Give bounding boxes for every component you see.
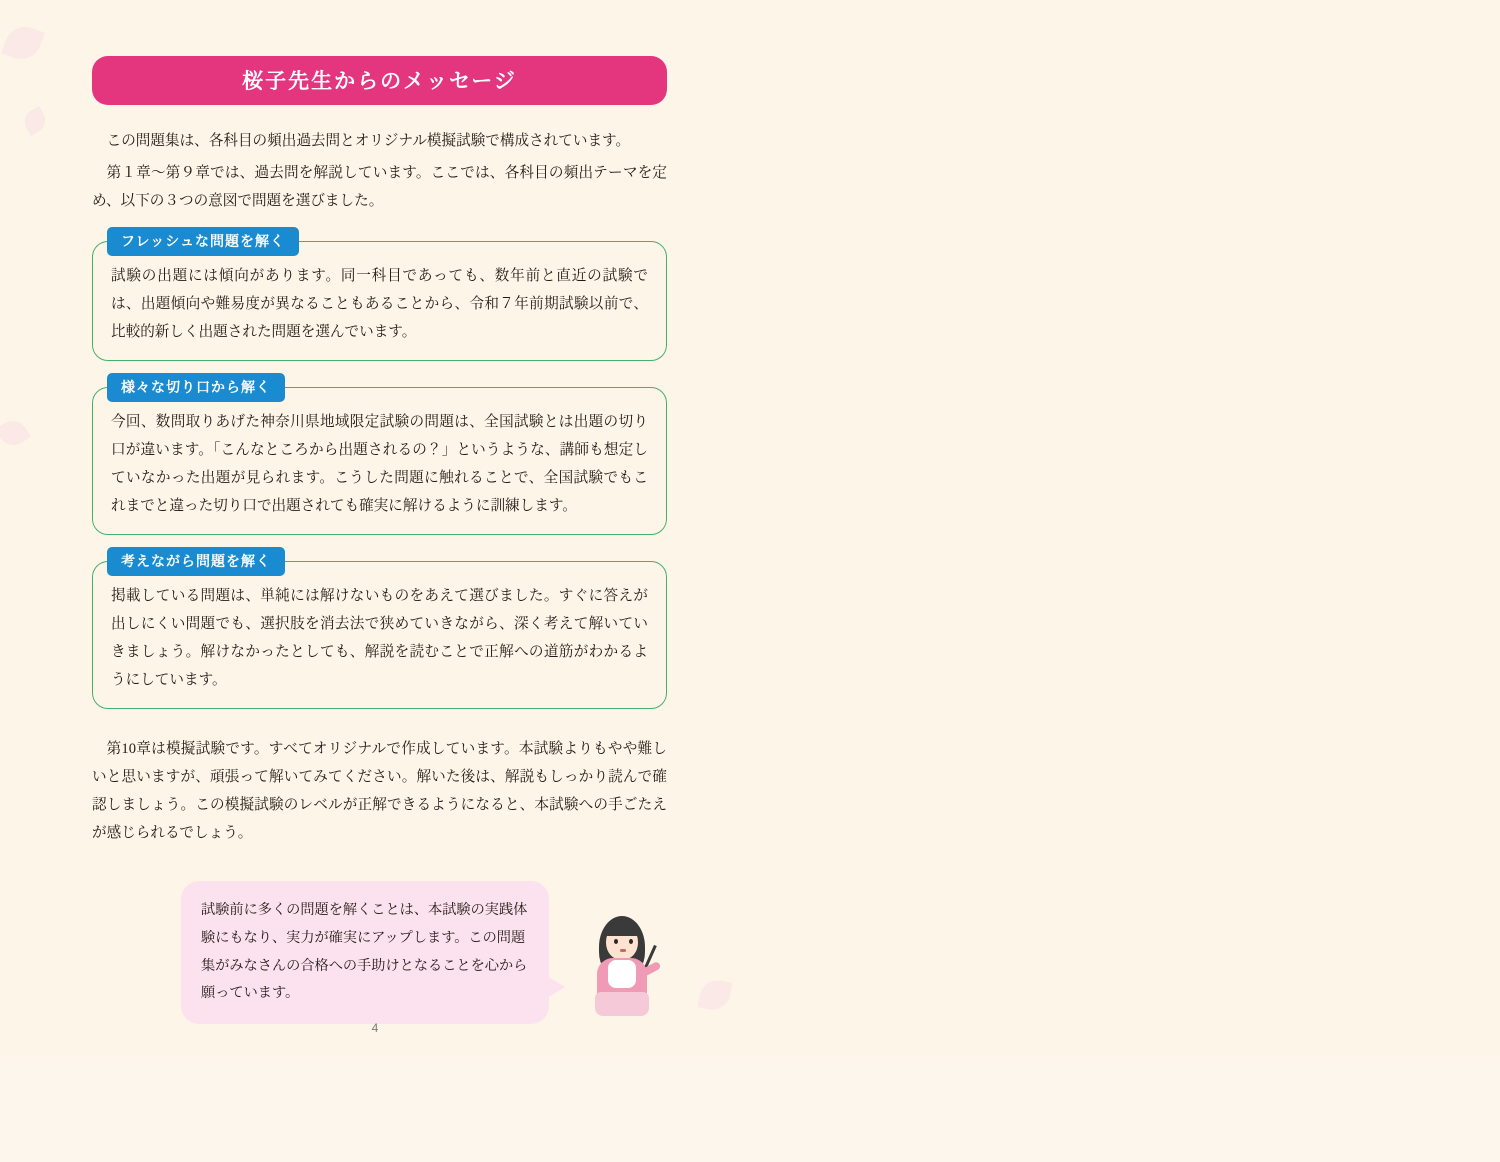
petal-decoration-icon xyxy=(698,978,733,1013)
callout-box-thinking xyxy=(92,553,667,709)
callout-box-angles-title: 様々な切り口から解く xyxy=(107,373,285,402)
left-page-content xyxy=(92,56,667,1024)
right-page xyxy=(750,0,1500,1057)
teacher-illustration-icon xyxy=(575,908,667,1024)
closing-paragraph: 第10章は模擬試験です。すべてオリジナルで作成しています。本試験よりもやや難しいと思いますが、頑張って解いてみてください。解いた後は、解説もしっかり読んで確認しましょう。この模擬試験のレベルが正解できるようになると、本試験への手ごたえが感じられるでしょう。 xyxy=(92,741,667,842)
callout-box-angles-body: 今回、数問取りあげた神奈川県地域限定試験の問題は、全国試験とは出題の切り口が違います。「こんなところから出題されるの？」というような、講師も想定していなかった出題が見られます。こうした問題に触れることで、全国試験でもこれまでと違った切り口で出題されても確実に解けるように訓練します。 xyxy=(111,414,648,515)
message-banner-title: 桜子先生からのメッセージ xyxy=(92,56,667,105)
page-number-left: 4 xyxy=(371,1021,379,1035)
petal-decoration-icon xyxy=(1,21,45,65)
teacher-speech-bubble: 試験前に多くの問題を解くことは、本試験の実践体験にもなり、実力が確実にアップします。この問題集がみなさんの合格への手助けとなることを心から願っています。 xyxy=(181,881,549,1024)
callout-box-thinking-body: 掲載している問題は、単純には解けないものをあえて選びました。すぐに答えが出しにくい問題でも、選択肢を消去法で狭めていきながら、深く考えて解いていきましょう。解けなかったとしても、解説を読むことで正解への道筋がわかるようにしています。 xyxy=(111,588,648,689)
callout-box-fresh xyxy=(92,233,667,361)
petal-decoration-icon xyxy=(0,415,31,451)
callout-box-thinking-title: 考えながら問題を解く xyxy=(107,547,285,576)
intro-paragraph-1: この問題集は、各科目の頻出過去問とオリジナル模擬試験で構成されています。 xyxy=(106,133,631,149)
callout-box-fresh-body: 試験の出題には傾向があります。同一科目であっても、数年前と直近の試験では、出題傾向や難易度が異なることもあることから、令和７年前期試験以前で、比較的新しく出題された問題を選んでいます。 xyxy=(111,268,648,341)
callout-box-angles xyxy=(92,379,667,535)
left-page xyxy=(0,0,750,1057)
petal-decoration-icon xyxy=(20,106,50,136)
callout-box-fresh-title: フレッシュな問題を解く xyxy=(107,227,299,256)
teacher-message-row xyxy=(92,881,667,1024)
intro-paragraph-2: 第１章〜第９章では、過去問を解説しています。ここでは、各科目の頻出テーマを定め、以下の３つの意図で問題を選びました。 xyxy=(92,165,667,210)
